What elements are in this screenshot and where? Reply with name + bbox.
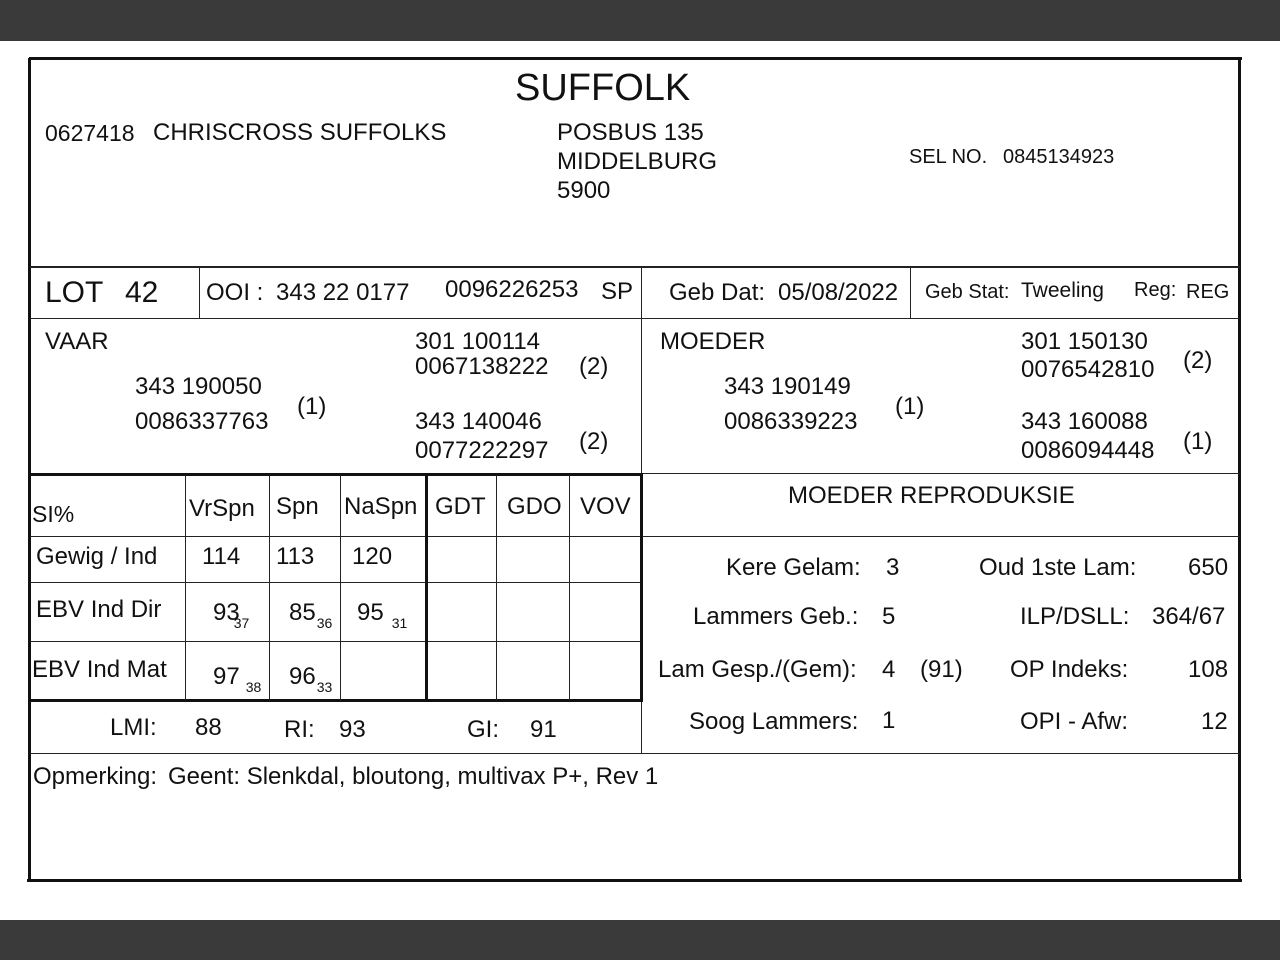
ilp-value: 364/67 — [1152, 603, 1226, 630]
lambs-born-value: 5 — [882, 603, 896, 630]
col-header-si: SI% — [32, 501, 75, 527]
opi-deviation-value: 12 — [1201, 708, 1228, 735]
table-header-divider — [30, 536, 1240, 537]
table-col-divider-2 — [269, 475, 270, 701]
col-header-vov: VOV — [580, 493, 631, 520]
dam-dam-id: 0086094448 — [1021, 437, 1155, 464]
lambs-weaned-average: (91) — [920, 656, 963, 683]
opi-deviation-label: OPI - Afw: — [1020, 708, 1129, 735]
border-left — [28, 58, 31, 882]
animal-id-number: 0096226253 — [445, 276, 579, 303]
divider-lot-2 — [641, 267, 642, 319]
birth-date: 05/08/2022 — [778, 279, 899, 306]
gi-value: 91 — [530, 716, 557, 743]
times-lambed-value: 3 — [886, 554, 900, 581]
breed-title: SUFFOLK — [515, 67, 691, 109]
birth-status: Tweeling — [1021, 279, 1104, 302]
dam-reproduction-title: MOEDER REPRODUKSIE — [788, 482, 1075, 509]
dam-label: MOEDER — [660, 328, 766, 355]
op-index-label: OP Indeks: — [1010, 656, 1129, 683]
table-col-divider-4 — [425, 475, 428, 701]
table-col-divider-6 — [569, 475, 570, 701]
border-top — [29, 57, 1242, 60]
dam-sire-number: 301 150130 — [1021, 328, 1148, 355]
lambs-born-label: Lammers Geb.: — [693, 603, 859, 630]
divider-lot-1 — [199, 267, 200, 319]
dam-sire-id: 0076542810 — [1021, 356, 1155, 383]
first-lamb-age-label: Oud 1ste Lam: — [979, 554, 1137, 581]
breeder-name: CHRISCROSS SUFFOLKS — [153, 119, 447, 146]
sire-dam-grade: (2) — [579, 428, 609, 455]
divider-lot-bottom — [30, 318, 1240, 319]
dam-id: 0086339223 — [724, 408, 858, 435]
lmi-label: LMI: — [110, 714, 157, 741]
border-bottom — [27, 879, 1242, 882]
sire-sire-number: 301 100114 — [415, 328, 541, 355]
sire-number: 343 190050 — [135, 373, 262, 400]
ri-value: 93 — [339, 716, 366, 743]
ooi-number: 343 22 0177 — [276, 279, 410, 306]
col-header-spn: Spn — [276, 493, 319, 520]
member-number: 0627418 — [45, 120, 135, 146]
lot-label: LOT — [45, 276, 104, 309]
col-header-naspn: NaSpn — [344, 493, 418, 520]
cell-number: 0845134923 — [1003, 146, 1115, 168]
dam-dam-number: 343 160088 — [1021, 408, 1148, 435]
sire-dam-id: 0077222297 — [415, 437, 549, 464]
lambs-weaned-label: Lam Gesp./(Gem): — [658, 656, 857, 683]
address-line-2: MIDDELBURG — [557, 148, 718, 175]
first-lamb-age-value: 650 — [1188, 554, 1229, 581]
ri-label: RI: — [284, 716, 315, 743]
table-bottom-border — [30, 699, 643, 702]
reg-label: Reg: — [1134, 279, 1177, 301]
cell-ebv-maternal-spn: $96_{33}$ — [289, 663, 333, 695]
table-top-border — [30, 473, 643, 476]
reg-value: REG — [1186, 281, 1230, 303]
sire-id: 0086337763 — [135, 408, 269, 435]
address-line-1: POSBUS 135 — [557, 119, 704, 146]
lot-number: 42 — [125, 276, 159, 309]
divider-lot-top — [30, 266, 1240, 268]
remarks-label: Opmerking: — [33, 763, 158, 790]
border-right — [1238, 58, 1241, 882]
cell-ebv-direct-naspn: 95 $_{31}$ — [357, 599, 408, 631]
sire-label: VAAR — [45, 328, 109, 355]
address-line-3: 5900 — [557, 177, 611, 204]
cell-weight-naspn: 120 — [352, 543, 393, 570]
divider-lot-3 — [910, 267, 911, 319]
cell-label: SEL NO. — [909, 146, 988, 168]
cell-ebv-maternal-vrspn: 97 $_{38}$ — [213, 663, 262, 695]
sire-sire-grade: (2) — [579, 353, 609, 380]
col-header-gdt: GDT — [435, 493, 486, 520]
col-header-gdo: GDO — [507, 493, 562, 520]
row-label-ebv-direct: EBV Ind Dir — [36, 596, 162, 623]
cell-weight-vrspn: 114 — [202, 543, 241, 570]
cell-ebv-direct-spn: $85_{36}$ — [289, 599, 333, 631]
sp-code: SP — [601, 278, 634, 305]
dam-number: 343 190149 — [724, 373, 851, 400]
remarks-text: Geent: Slenkdal, bloutong, multivax P+, Rev 1 — [168, 763, 659, 790]
times-lambed-label: Kere Gelam: — [726, 554, 861, 581]
cell-ebv-direct-vrspn: $93_{37}$ — [213, 599, 250, 631]
table-right-border — [640, 475, 643, 701]
sire-sire-id: 0067138222 — [415, 353, 549, 380]
row-label-ebv-maternal: EBV Ind Mat — [32, 656, 167, 683]
suckling-lambs-label: Soog Lammers: — [689, 708, 859, 735]
suckling-lambs-value: 1 — [882, 707, 896, 734]
ooi-label: OOI : — [206, 279, 264, 306]
lambs-weaned-value: 4 — [882, 656, 896, 683]
gi-label: GI: — [467, 716, 500, 743]
sire-grade: (1) — [297, 393, 327, 420]
lmi-value: 88 — [195, 714, 222, 741]
table-col-divider-5 — [496, 475, 497, 701]
op-index-value: 108 — [1188, 656, 1229, 683]
table-col-divider-3 — [340, 475, 341, 701]
table-row-divider-1 — [30, 582, 642, 583]
birth-date-label: Geb Dat: — [669, 279, 766, 306]
table-row-divider-2 — [30, 641, 642, 642]
dam-dam-grade: (1) — [1183, 428, 1213, 455]
row-label-weight: Gewig / Ind — [36, 543, 158, 570]
divider-remarks-top — [30, 753, 1240, 754]
table-col-divider-1 — [185, 475, 186, 701]
dam-grade: (1) — [895, 393, 925, 420]
birth-status-label: Geb Stat: — [925, 281, 1010, 303]
cell-weight-spn: 113 — [276, 543, 315, 570]
sire-dam-number: 343 140046 — [415, 408, 542, 435]
dam-sire-grade: (2) — [1183, 347, 1213, 374]
col-header-vrspn: VrSpn — [189, 495, 255, 522]
ilp-label: ILP/DSLL: — [1020, 603, 1130, 630]
